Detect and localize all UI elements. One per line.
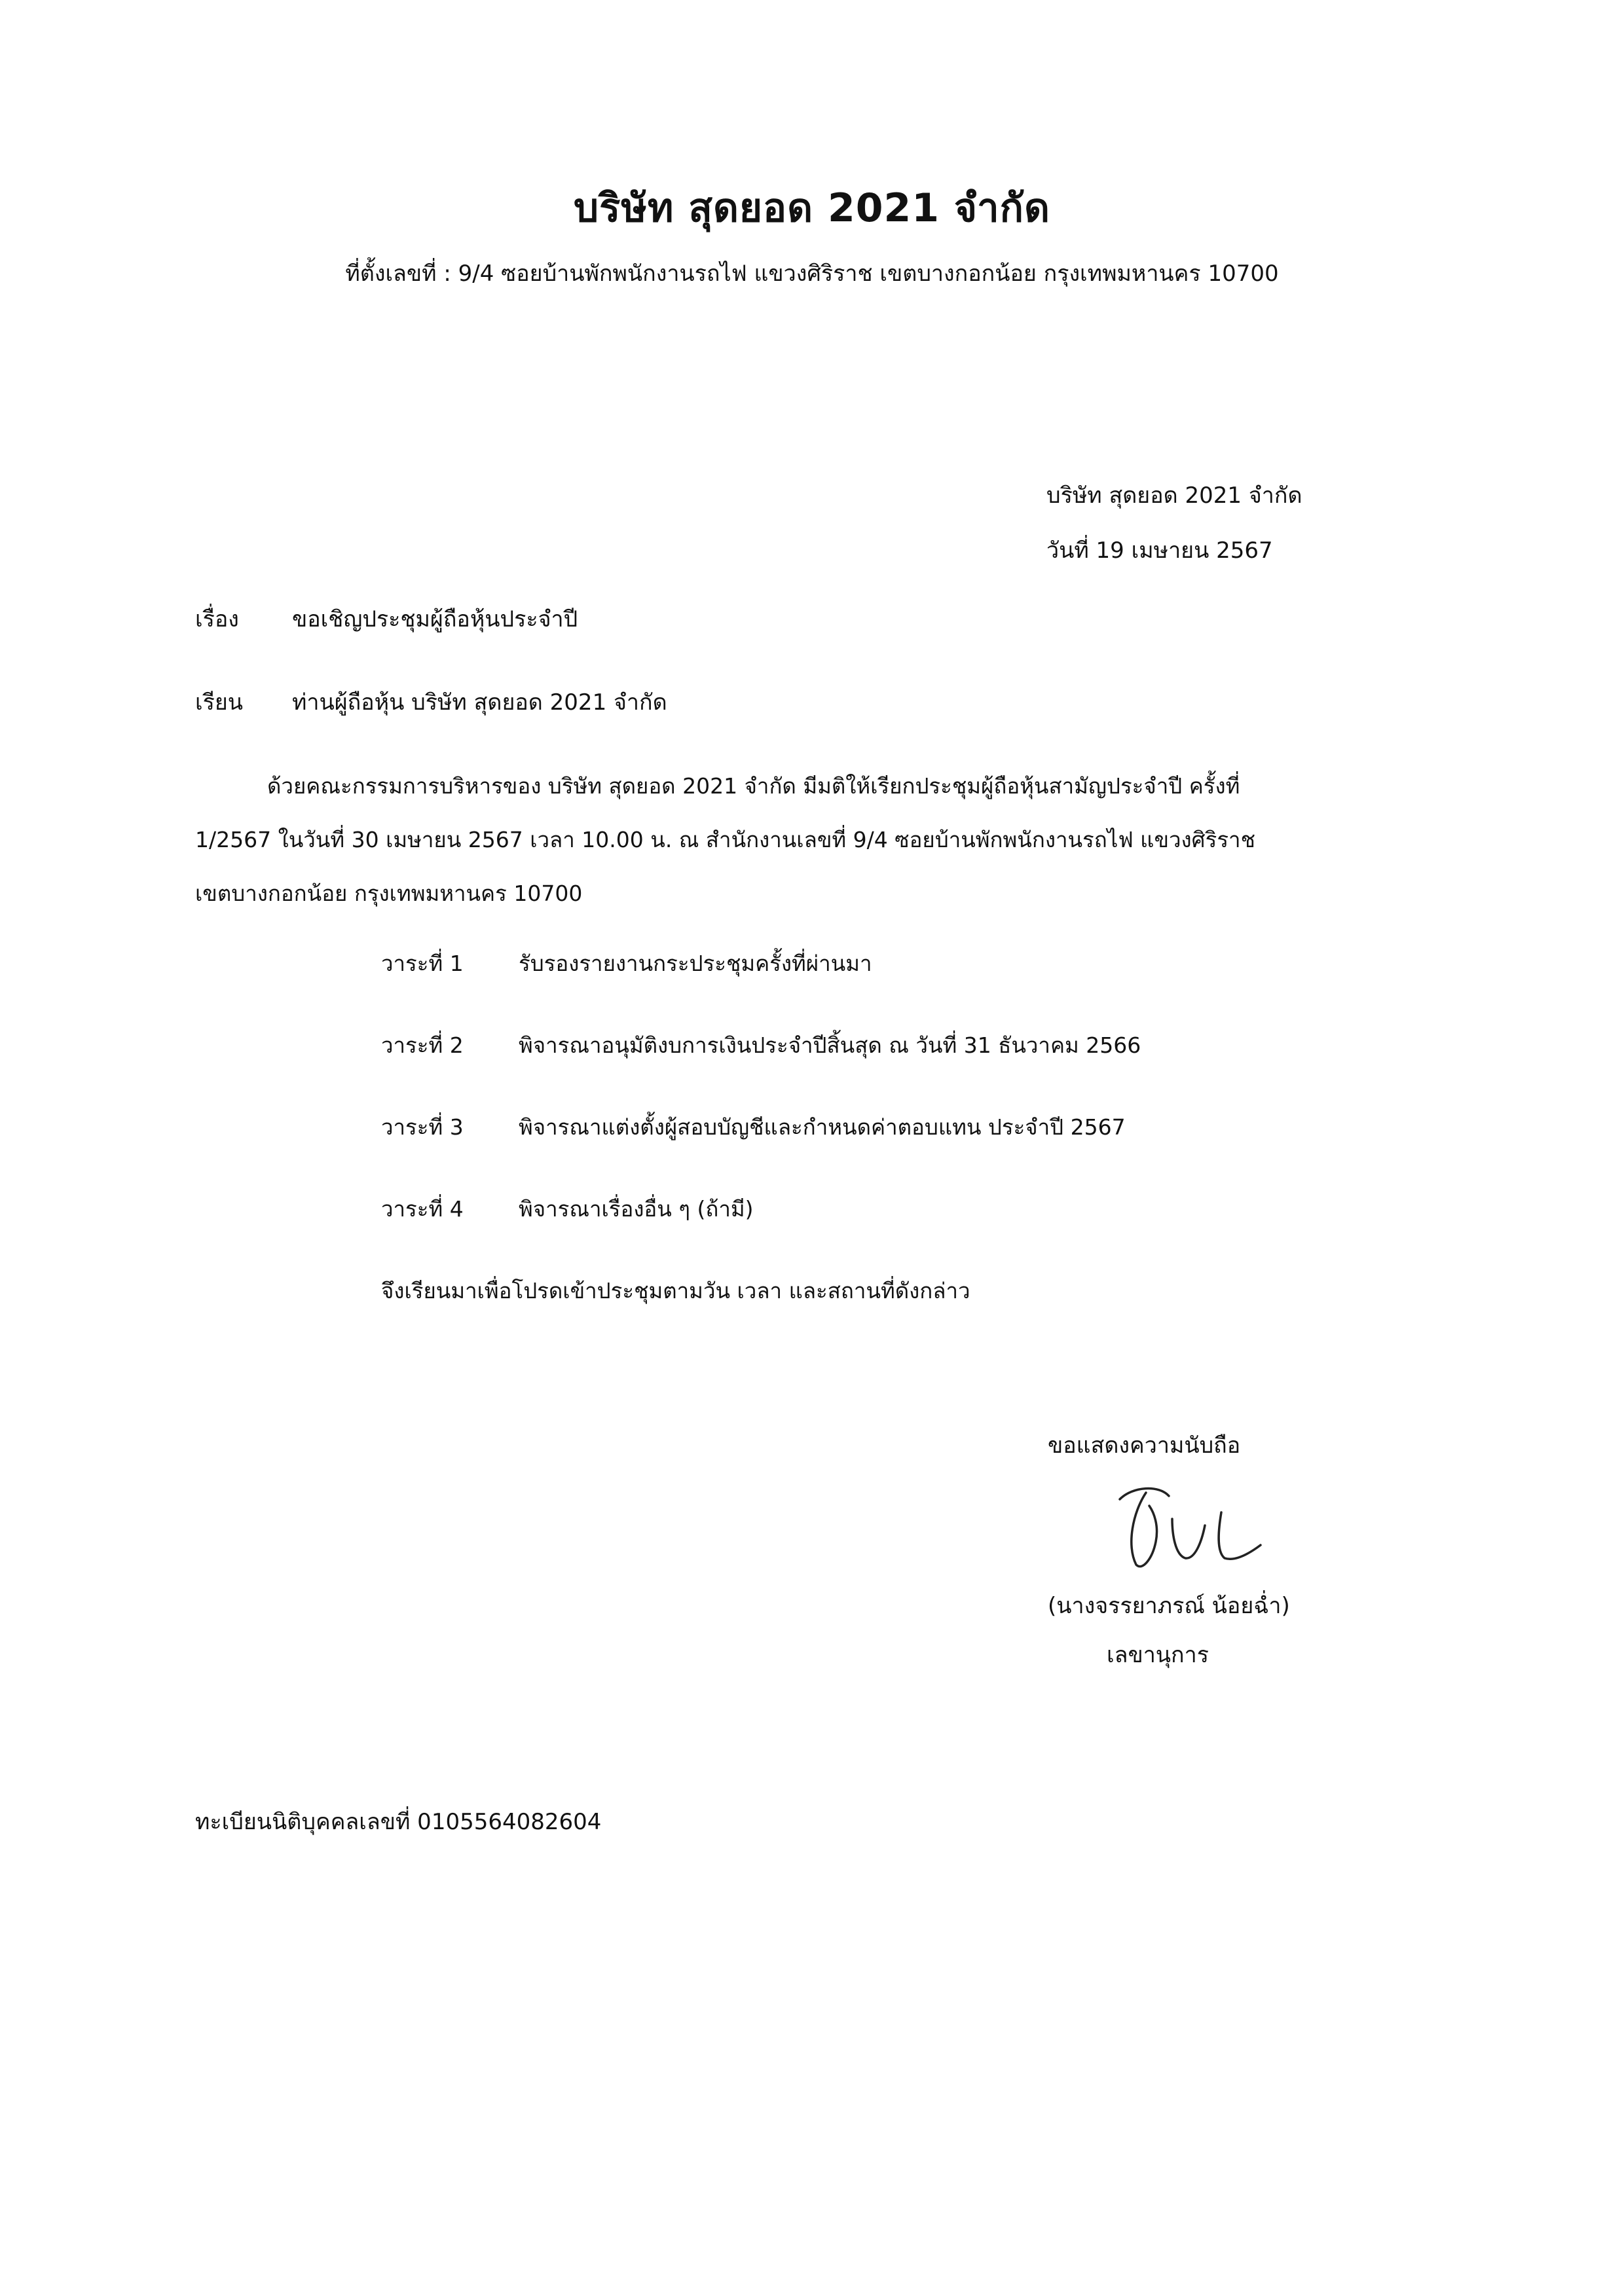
agenda-text: พิจารณาเรื่องอื่น ๆ (ถ้ามี) (519, 1196, 754, 1222)
agenda-label: วาระที่ 1 (381, 951, 464, 976)
signer-title: เลขานุการ (1107, 1642, 1209, 1668)
regards-text: ขอแสดงความนับถือ (1048, 1432, 1241, 1459)
agenda-label: วาระที่ 4 (381, 1196, 464, 1222)
agenda-item (381, 1028, 1141, 1110)
agenda-item (381, 1110, 1141, 1192)
company-address: ที่ตั้งเลขที่ : 9/4 ซอยบ้านพักพนักงานรถไฟ แขวงศิริราช เขตบางกอกน้อย กรุงเทพมหานคร 10700 (345, 261, 1279, 287)
agenda-text: พิจารณาอนุมัติงบการเงินประจำปีสิ้นสุด ณ วันที่ 31 ธันวาคม 2566 (519, 1032, 1141, 1058)
agenda-item (381, 1192, 1141, 1273)
agenda-label: วาระที่ 3 (381, 1114, 464, 1140)
closing-line: จึงเรียนมาเพื่อโปรดเข้าประชุมตามวัน เวลา และสถานที่ดังกล่าว (381, 1278, 970, 1303)
agenda-item (381, 946, 1141, 1028)
agenda-text: รับรองรายงานกระประชุมครั้งที่ผ่านมา (519, 951, 872, 976)
company-title: บริษัท สุดยอด 2021 จำกัด (574, 185, 1050, 231)
sender-company: บริษัท สุดยอด 2021 จำกัด (1046, 483, 1302, 509)
signer-name: (นางจรรยาภรณ์ น้อยฉ่ำ) (1048, 1593, 1290, 1619)
body-paragraph (195, 759, 1439, 920)
registration-number: ทะเบียนนิติบุคคลเลขที่ 0105564082604 (195, 1809, 602, 1835)
sender-block (1046, 468, 1302, 578)
handwritten-signature (1107, 1473, 1264, 1578)
subject-label: เรื่อง (195, 606, 239, 632)
agenda-list (381, 946, 1141, 1273)
recipient-label: เรียน (195, 689, 244, 716)
recipient-text: ท่านผู้ถือหุ้น บริษัท สุดยอด 2021 จำกัด (292, 689, 667, 716)
body-line: ด้วยคณะกรรมการบริหารของ บริษัท สุดยอด 2021 จำกัด มีมติให้เรียกประชุมผู้ถือหุ้นสามัญประจำปี ครั้งที่ (267, 773, 1240, 799)
agenda-text: พิจารณาแต่งตั้งผู้สอบบัญชีและกำหนดค่าตอบแทน ประจำปี 2567 (519, 1114, 1126, 1140)
subject-text: ขอเชิญประชุมผู้ถือหุ้นประจำปี (292, 606, 578, 632)
letter-date: วันที่ 19 เมษายน 2567 (1046, 538, 1273, 564)
agenda-label: วาระที่ 2 (381, 1032, 464, 1058)
body-line: 1/2567 ในวันที่ 30 เมษายน 2567 เวลา 10.00 น. ณ สำนักงานเลขที่ 9/4 ซอยบ้านพักพนักงานรถไฟ แขวงศิริราช (195, 827, 1255, 852)
body-line: เขตบางกอกน้อย กรุงเทพมหานคร 10700 (195, 881, 583, 906)
